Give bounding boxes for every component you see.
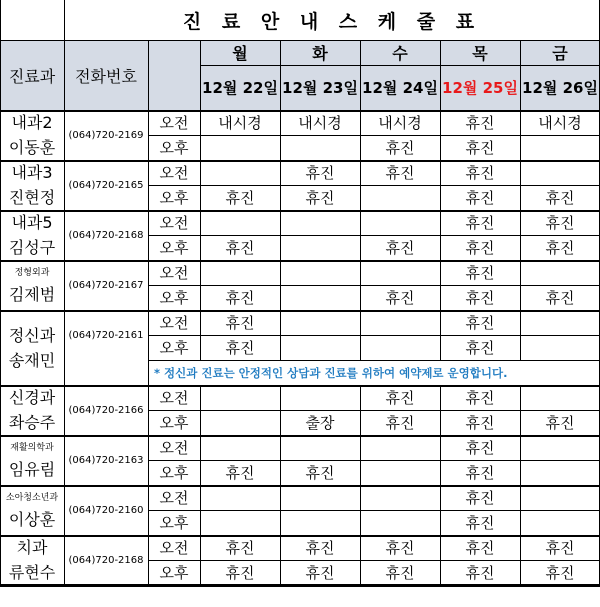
day-name-header: 화: [312, 44, 328, 63]
column-line: [280, 40, 281, 110]
schedule-cell-pm: 휴진: [465, 564, 495, 582]
column-line: [520, 40, 521, 110]
department-label: 정신과: [8, 325, 56, 345]
am-label: 오전: [159, 489, 189, 507]
am-label: 오전: [159, 164, 189, 182]
schedule-cell-am: 휴진: [385, 539, 415, 557]
schedule-cell-am: 휴진: [465, 264, 495, 282]
schedule-cell-pm: 휴진: [305, 464, 335, 482]
department-name: [0, 485, 64, 535]
department-name: [0, 385, 64, 435]
schedule-cell-pm: 휴진: [225, 339, 255, 357]
schedule-cell-am: 휴진: [465, 439, 495, 457]
dept-column-header: 진료과: [8, 66, 56, 86]
schedule-cell-am: [280, 485, 360, 510]
schedule-cell-pm: 휴진: [545, 414, 575, 432]
schedule-cell-pm: 휴진: [545, 564, 575, 582]
doctor-name: 이동훈: [8, 138, 56, 157]
schedule-cell-am: [200, 210, 280, 235]
schedule-cell-am: [520, 260, 600, 285]
department-label: 내과2: [11, 113, 53, 132]
department-divider: [0, 160, 600, 162]
schedule-cell-pm: [360, 335, 440, 360]
date-header: 12월 25일: [442, 79, 518, 97]
schedule-cell-am: [360, 485, 440, 510]
pm-label: 오후: [159, 414, 189, 432]
day-name-header: 월: [232, 44, 248, 63]
schedule-cell-am: 휴진: [305, 539, 335, 557]
phone-number: (064)720-2168: [68, 229, 144, 241]
schedule-cell-am: [200, 435, 280, 460]
schedule-cell-pm: 휴진: [465, 189, 495, 207]
schedule-cell-am: [520, 485, 600, 510]
schedule-cell-pm: [280, 510, 360, 535]
schedule-cell-am: 휴진: [305, 164, 335, 182]
schedule-cell-pm: [200, 510, 280, 535]
department-name: [0, 435, 64, 485]
schedule-cell-am: [360, 310, 440, 335]
phone-number: (064)720-2161: [68, 329, 144, 341]
am-label: 오전: [159, 264, 189, 282]
schedule-cell-am: 내시경: [298, 114, 342, 132]
phone-number: (064)720-2160: [68, 504, 144, 516]
phone-number: (064)720-2167: [68, 279, 144, 291]
schedule-cell-am: [200, 160, 280, 185]
department-divider: [0, 260, 600, 262]
pm-label: 오후: [159, 139, 189, 157]
schedule-cell-pm: 휴진: [465, 414, 495, 432]
pm-label: 오후: [159, 289, 189, 307]
schedule-cell-pm: 휴진: [225, 189, 255, 207]
schedule-cell-pm: [360, 460, 440, 485]
schedule-cell-am: [360, 435, 440, 460]
department-divider: [0, 310, 600, 312]
department-label: 재활의학과: [10, 442, 54, 453]
schedule-cell-pm: 휴진: [385, 289, 415, 307]
schedule-cell-am: 휴진: [225, 314, 255, 332]
phone-number: (064)720-2163: [68, 454, 144, 466]
doctor-name: 김제범: [8, 284, 56, 304]
schedule-cell-pm: [520, 335, 600, 360]
department-divider: [0, 435, 600, 437]
column-line: [148, 40, 149, 110]
outer-border-left: [0, 0, 1, 585]
column-line: [64, 310, 65, 385]
schedule-cell-am: [280, 385, 360, 410]
department-name: [0, 110, 64, 160]
half-row-line: [148, 185, 600, 186]
column-line: [64, 535, 65, 585]
day-date-divider: [200, 65, 600, 66]
schedule-cell-am: [280, 310, 360, 335]
department-divider: [0, 535, 600, 537]
schedule-cell-pm: 휴진: [225, 464, 255, 482]
doctor-name: 임유림: [8, 459, 56, 479]
schedule-cell-pm: 휴진: [465, 339, 495, 357]
header-bottom-line: [0, 110, 600, 112]
schedule-cell-am: 휴진: [545, 214, 575, 232]
schedule-cell-am: [520, 310, 600, 335]
half-row-line: [148, 285, 600, 286]
doctor-name: 김성구: [8, 238, 56, 257]
day-name-header: 수: [392, 44, 408, 63]
phone-number: (064)720-2168: [68, 554, 144, 566]
am-label: 오전: [159, 314, 189, 332]
title-divider: [64, 0, 65, 40]
pm-label: 오후: [159, 564, 189, 582]
column-line: [64, 110, 65, 160]
schedule-cell-am: 휴진: [465, 314, 495, 332]
schedule-cell-am: 내시경: [378, 114, 422, 132]
schedule-cell-pm: [280, 235, 360, 260]
schedule-cell-pm: 휴진: [545, 239, 575, 257]
schedule-cell-pm: 휴진: [545, 189, 575, 207]
pm-label: 오후: [159, 239, 189, 257]
schedule-cell-am: 휴진: [385, 164, 415, 182]
schedule-cell-pm: [280, 285, 360, 310]
am-label: 오전: [159, 439, 189, 457]
schedule-cell-pm: 휴진: [465, 514, 495, 532]
schedule-cell-pm: 휴진: [465, 289, 495, 307]
column-line: [440, 40, 441, 110]
schedule-cell-am: [200, 260, 280, 285]
department-label: 치과: [16, 538, 48, 557]
schedule-cell-pm: 휴진: [465, 239, 495, 257]
schedule-cell-am: 휴진: [545, 539, 575, 557]
schedule-cell-am: [280, 260, 360, 285]
schedule-cell-am: [200, 385, 280, 410]
half-row-line: [148, 510, 600, 511]
schedule-cell-am: [360, 260, 440, 285]
half-row-line: [148, 335, 600, 336]
date-header: 12월 24일: [362, 79, 438, 97]
schedule-cell-pm: 휴진: [465, 464, 495, 482]
pm-label: 오후: [159, 464, 189, 482]
schedule-cell-pm: 휴진: [225, 239, 255, 257]
schedule-cell-pm: 휴진: [545, 289, 575, 307]
department-divider: [0, 485, 600, 487]
schedule-cell-am: [520, 160, 600, 185]
half-row-line: [148, 410, 600, 411]
schedule-cell-pm: [360, 185, 440, 210]
department-name: [0, 260, 64, 310]
day-name-header: 목: [472, 44, 488, 63]
department-label: 내과5: [11, 213, 53, 232]
column-line: [64, 160, 65, 210]
schedule-cell-pm: [280, 135, 360, 160]
page-title: 진 료 안 내 스 케 줄 표: [182, 10, 482, 33]
am-label: 오전: [159, 539, 189, 557]
schedule-cell-pm: [520, 510, 600, 535]
half-row-line: [148, 235, 600, 236]
schedule-cell-pm: 휴진: [385, 564, 415, 582]
schedule-cell-pm: 휴진: [465, 139, 495, 157]
schedule-cell-am: 휴진: [465, 214, 495, 232]
schedule-cell-am: [360, 210, 440, 235]
schedule-cell-pm: 휴진: [385, 139, 415, 157]
half-row-line: [148, 460, 600, 461]
date-header: 12월 26일: [522, 79, 598, 97]
doctor-name: 이상훈: [8, 509, 56, 529]
column-line: [200, 40, 201, 110]
phone-number: (064)720-2165: [68, 179, 144, 191]
schedule-cell-am: [280, 435, 360, 460]
doctor-name: 진현정: [8, 188, 56, 207]
half-row-line: [148, 560, 600, 561]
schedule-cell-pm: 휴진: [385, 239, 415, 257]
schedule-cell-pm: [200, 410, 280, 435]
schedule-cell-am: 휴진: [465, 489, 495, 507]
schedule-cell-pm: [520, 135, 600, 160]
half-row-line: [148, 360, 600, 361]
header-top-line: [0, 40, 64, 41]
pm-label: 오후: [159, 514, 189, 532]
department-divider: [0, 585, 600, 587]
column-line: [64, 40, 65, 110]
schedule-cell-am: 휴진: [465, 164, 495, 182]
department-name: [0, 210, 64, 260]
date-header: 12월 23일: [282, 79, 358, 97]
schedule-cell-am: [280, 210, 360, 235]
department-label: 신경과: [8, 388, 56, 407]
column-line: [64, 385, 65, 435]
schedule-cell-am: 휴진: [465, 114, 495, 132]
department-name: [0, 160, 64, 210]
phone-number: (064)720-2166: [68, 404, 144, 416]
column-line: [148, 310, 149, 385]
schedule-cell-pm: 휴진: [225, 564, 255, 582]
doctor-name: 류현수: [8, 563, 56, 582]
doctor-name: 송재민: [8, 350, 56, 370]
department-label: 소아청소년과: [5, 492, 59, 503]
schedule-cell-pm: [280, 335, 360, 360]
day-name-header: 금: [552, 44, 568, 63]
schedule-cell-pm: 휴진: [305, 564, 335, 582]
column-line: [360, 40, 361, 110]
schedule-cell-am: [200, 485, 280, 510]
schedule-cell-am: 휴진: [225, 539, 255, 557]
department-name: [0, 535, 64, 585]
pm-label: 오후: [159, 339, 189, 357]
column-line: [64, 260, 65, 310]
schedule-cell-pm: 휴진: [305, 189, 335, 207]
schedule-cell-am: 내시경: [218, 114, 262, 132]
schedule-cell-pm: [200, 135, 280, 160]
column-line: [64, 210, 65, 260]
column-line: [64, 435, 65, 485]
schedule-cell-am: 내시경: [538, 114, 582, 132]
department-divider: [0, 210, 600, 212]
schedule-cell-am: [520, 435, 600, 460]
schedule-cell-pm: [520, 460, 600, 485]
department-divider: [0, 385, 600, 387]
date-header: 12월 22일: [202, 79, 278, 97]
schedule-cell-pm: 휴진: [225, 289, 255, 307]
pm-label: 오후: [159, 189, 189, 207]
am-label: 오전: [159, 114, 189, 132]
schedule-cell-am: [520, 385, 600, 410]
am-label: 오전: [159, 214, 189, 232]
department-label: 정형외과: [14, 267, 50, 278]
schedule-cell-pm: 휴진: [385, 414, 415, 432]
schedule-cell-pm: 출장: [305, 414, 335, 432]
department-name: [0, 310, 64, 385]
am-label: 오전: [159, 389, 189, 407]
schedule-cell-am: 휴진: [465, 389, 495, 407]
schedule-cell-am: 휴진: [385, 389, 415, 407]
notice-text: * 정신과 진료는 안정적인 상담과 진료를 위하여 예약제로 운영합니다.: [154, 365, 508, 380]
schedule-cell-pm: [360, 510, 440, 535]
phone-number: (064)720-2169: [68, 129, 144, 141]
phone-column-header: 전화번호: [75, 66, 137, 86]
doctor-name: 좌승주: [8, 413, 56, 432]
column-line: [64, 485, 65, 535]
half-row-line: [148, 135, 600, 136]
department-label: 내과3: [11, 163, 53, 182]
schedule-cell-am: 휴진: [465, 539, 495, 557]
